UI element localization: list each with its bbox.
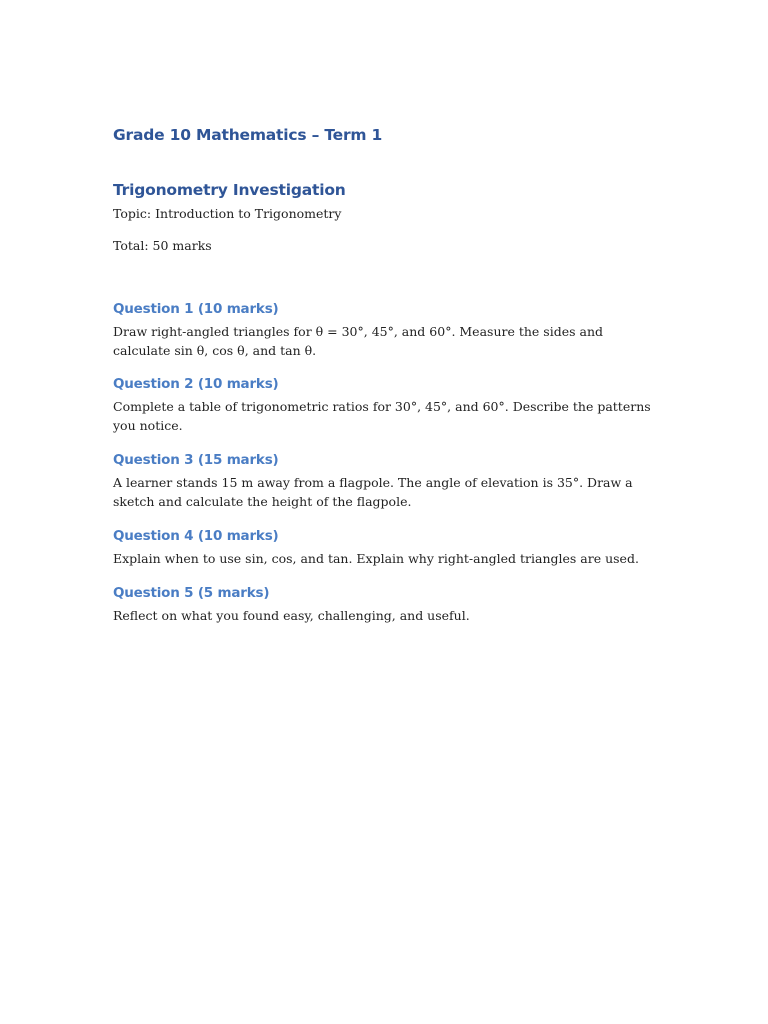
question-1-heading: Question 1 (10 marks) xyxy=(113,301,279,317)
question-5-text: Reflect on what you found easy, challenging, and useful. xyxy=(113,608,470,623)
question-2-heading: Question 2 (10 marks) xyxy=(113,376,279,392)
question-3 xyxy=(113,450,658,511)
question-2-text: Complete a table of trigonometric ratios for 30°, 45°, and 60°. Describe the patterns you notice. xyxy=(113,399,651,433)
question-1 xyxy=(113,299,658,360)
question-5 xyxy=(113,583,658,625)
document-title: Grade 10 Mathematics – Term 1 xyxy=(113,126,383,144)
question-1-text: Draw right-angled triangles for θ = 30°, 45°, and 60°. Measure the sides and calculate sin θ, cos θ, and tan θ. xyxy=(113,324,603,358)
total-marks-line: Total: 50 marks xyxy=(113,238,212,253)
question-3-heading: Question 3 (15 marks) xyxy=(113,452,279,468)
question-3-text: A learner stands 15 m away from a flagpole. The angle of elevation is 35°. Draw a sketch and calculate the height of the flagpole. xyxy=(113,475,633,509)
question-4-text: Explain when to use sin, cos, and tan. Explain why right-angled triangles are used. xyxy=(113,551,639,566)
document-subtitle: Trigonometry Investigation xyxy=(113,181,346,199)
question-5-heading: Question 5 (5 marks) xyxy=(113,585,270,601)
document-content xyxy=(113,124,658,625)
question-4-heading: Question 4 (10 marks) xyxy=(113,528,279,544)
topic-line: Topic: Introduction to Trigonometry xyxy=(113,206,342,221)
question-4 xyxy=(113,526,658,568)
question-2 xyxy=(113,374,658,435)
